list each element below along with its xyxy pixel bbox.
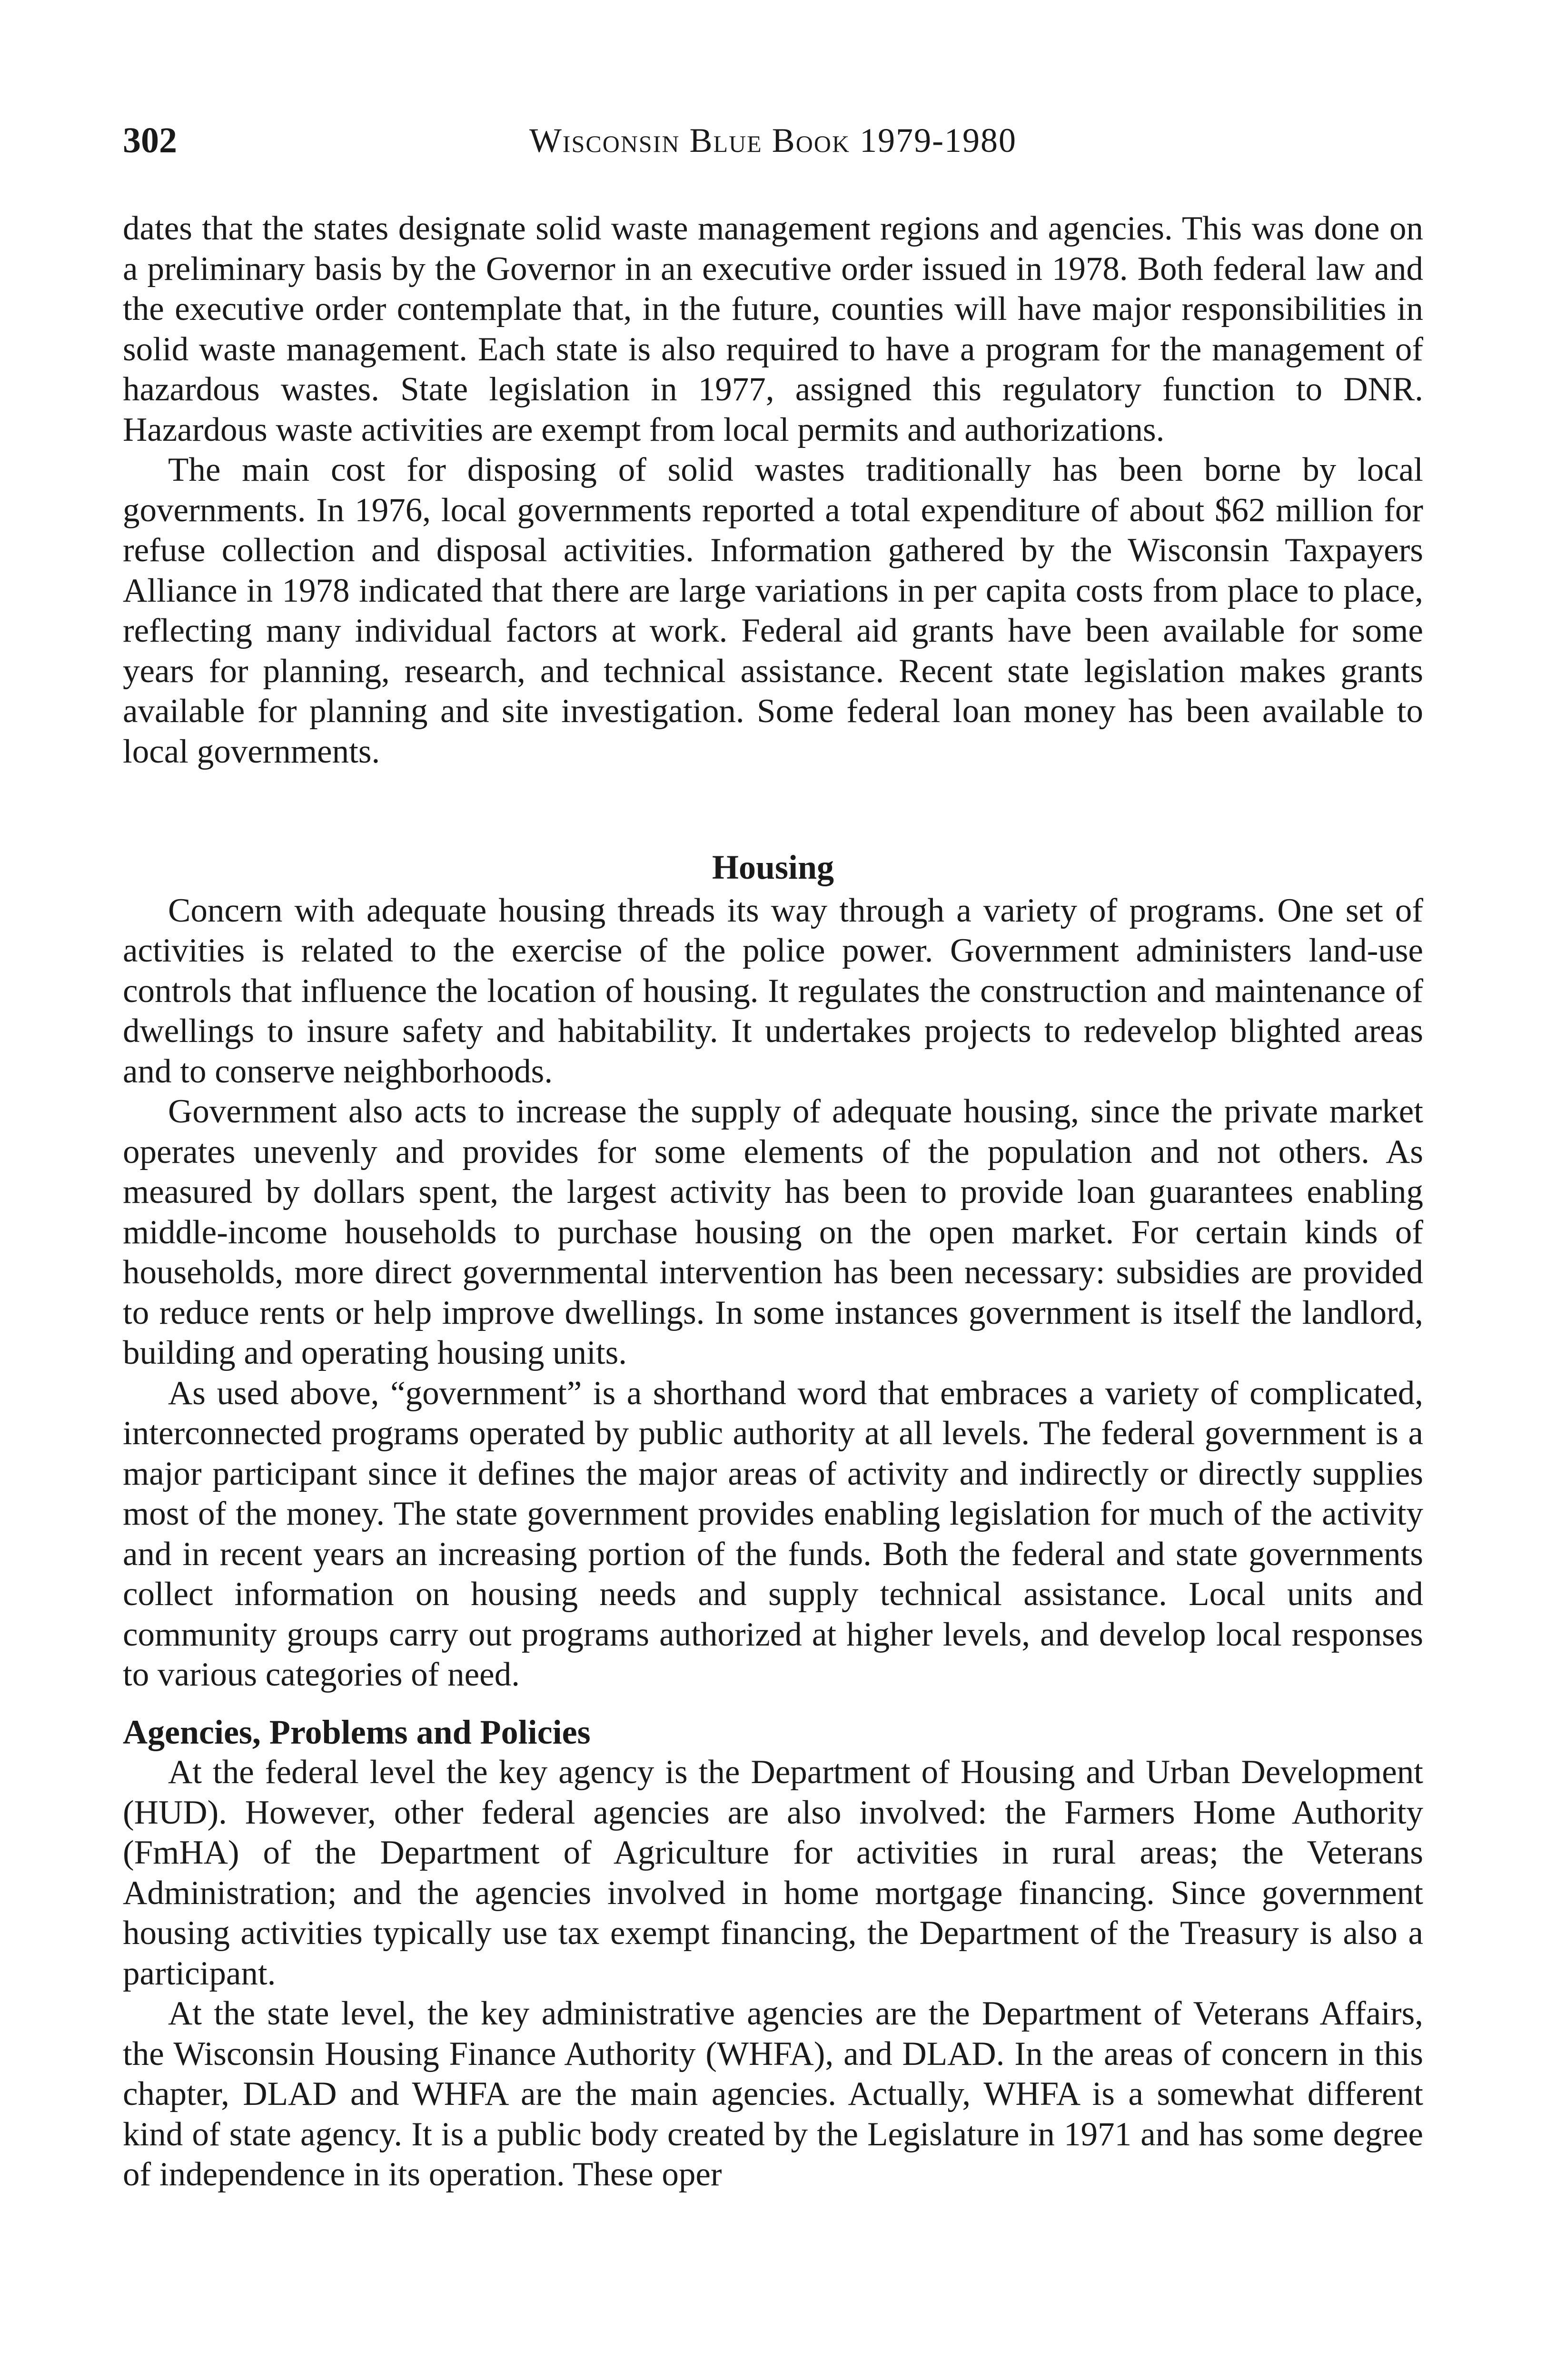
body-text [123,208,1423,2195]
paragraph: Government also acts to increase the supply of adequate housing, since the private market operates unevenly and provides for some elements of the population and not others. As measured by dollars spent, the largest activity has been to provide loan guarantees enabling middle-income households to purchase housing on the open market. For certain kinds of households, more direct governmental intervention has been necessary: subsidies are provided to reduce rents or help improve dwellings. In some instances government is itself the landlord, building and operating housing units. [123,1093,1423,1371]
running-title: Wisconsin Blue Book 1979-1980 [529,121,1017,159]
paragraph: As used above, “government” is a shorthand word that embraces a variety of complicated, interconnected programs operated by public authority at all levels. The federal government is a major participant since it defines the major areas of activity and indirectly or directly supplies most of the money. The state government provides enabling legislation for much of the activity and in recent years an increasing portion of the funds. Both the federal and state governments collect information on housing needs and supply technical assistance. Local units and community groups carry out programs authorized at higher levels, and develop local responses to various categories of need. [123,1374,1423,1693]
paragraph: dates that the states designate solid waste management regions and agencies. This was done on a preliminary basis by the Governor in an executive order issued in 1978. Both federal law and the executive order contemplate that, in the future, counties will have major responsibilities in solid waste management. Each state is also required to have a program for the management of hazardous wastes. State legislation in 1977, assigned this regulatory function to DNR. Hazardous waste activities are exempt from local permits and authorizations. [123,210,1423,448]
paragraph: At the state level, the key administrative agencies are the Department of Veterans Affairs, the Wisconsin Housing Finance Authority (WHFA), and DLAD. In the areas of concern in this chapter, DLAD and WHFA are the main agencies. Actually, WHFA is a somewhat different kind of state agency. It is a public body created by the Legislature in 1971 and has some degree of independence in its operation. These oper [123,1995,1423,2193]
paragraph: The main cost for disposing of solid wastes traditionally has been borne by local governments. In 1976, local governments reported a total expenditure of about $62 million for refuse collection and disposal activities. Information gathered by the Wisconsin Taxpayers Alliance in 1978 indicated that there are large variations in per capita costs from place to place, reflecting many individual factors at work. Federal aid grants have been available for some years for planning, research, and technical assistance. Recent state legislation makes grants available for planning and site investigation. Some federal loan money has been available to local governments. [123,451,1423,770]
section-heading-housing: Housing [712,848,834,886]
page-number: 302 [123,120,177,160]
subheading-agencies: Agencies, Problems and Policies [123,1713,591,1751]
page-header [123,114,1423,167]
paragraph: At the federal level the key agency is the Department of Housing and Urban Development (HUD). However, other federal agencies are also involved: the Farmers Home Authority (FmHA) of the Department of Agriculture for activities in rural areas; the Veterans Administration; and the agencies involved in home mortgage financing. Since government housing activities typically use tax exempt financing, the Department of the Treasury is also a participant. [123,1754,1423,1992]
paragraph: Concern with adequate housing threads its way through a variety of programs. One set of activities is related to the exercise of the police power. Government administers land-use controls that influence the location of housing. It regulates the construction and maintenance of dwellings to insure safety and habitability. It undertakes projects to redevelop blighted areas and to conserve neighborhoods. [123,892,1423,1090]
